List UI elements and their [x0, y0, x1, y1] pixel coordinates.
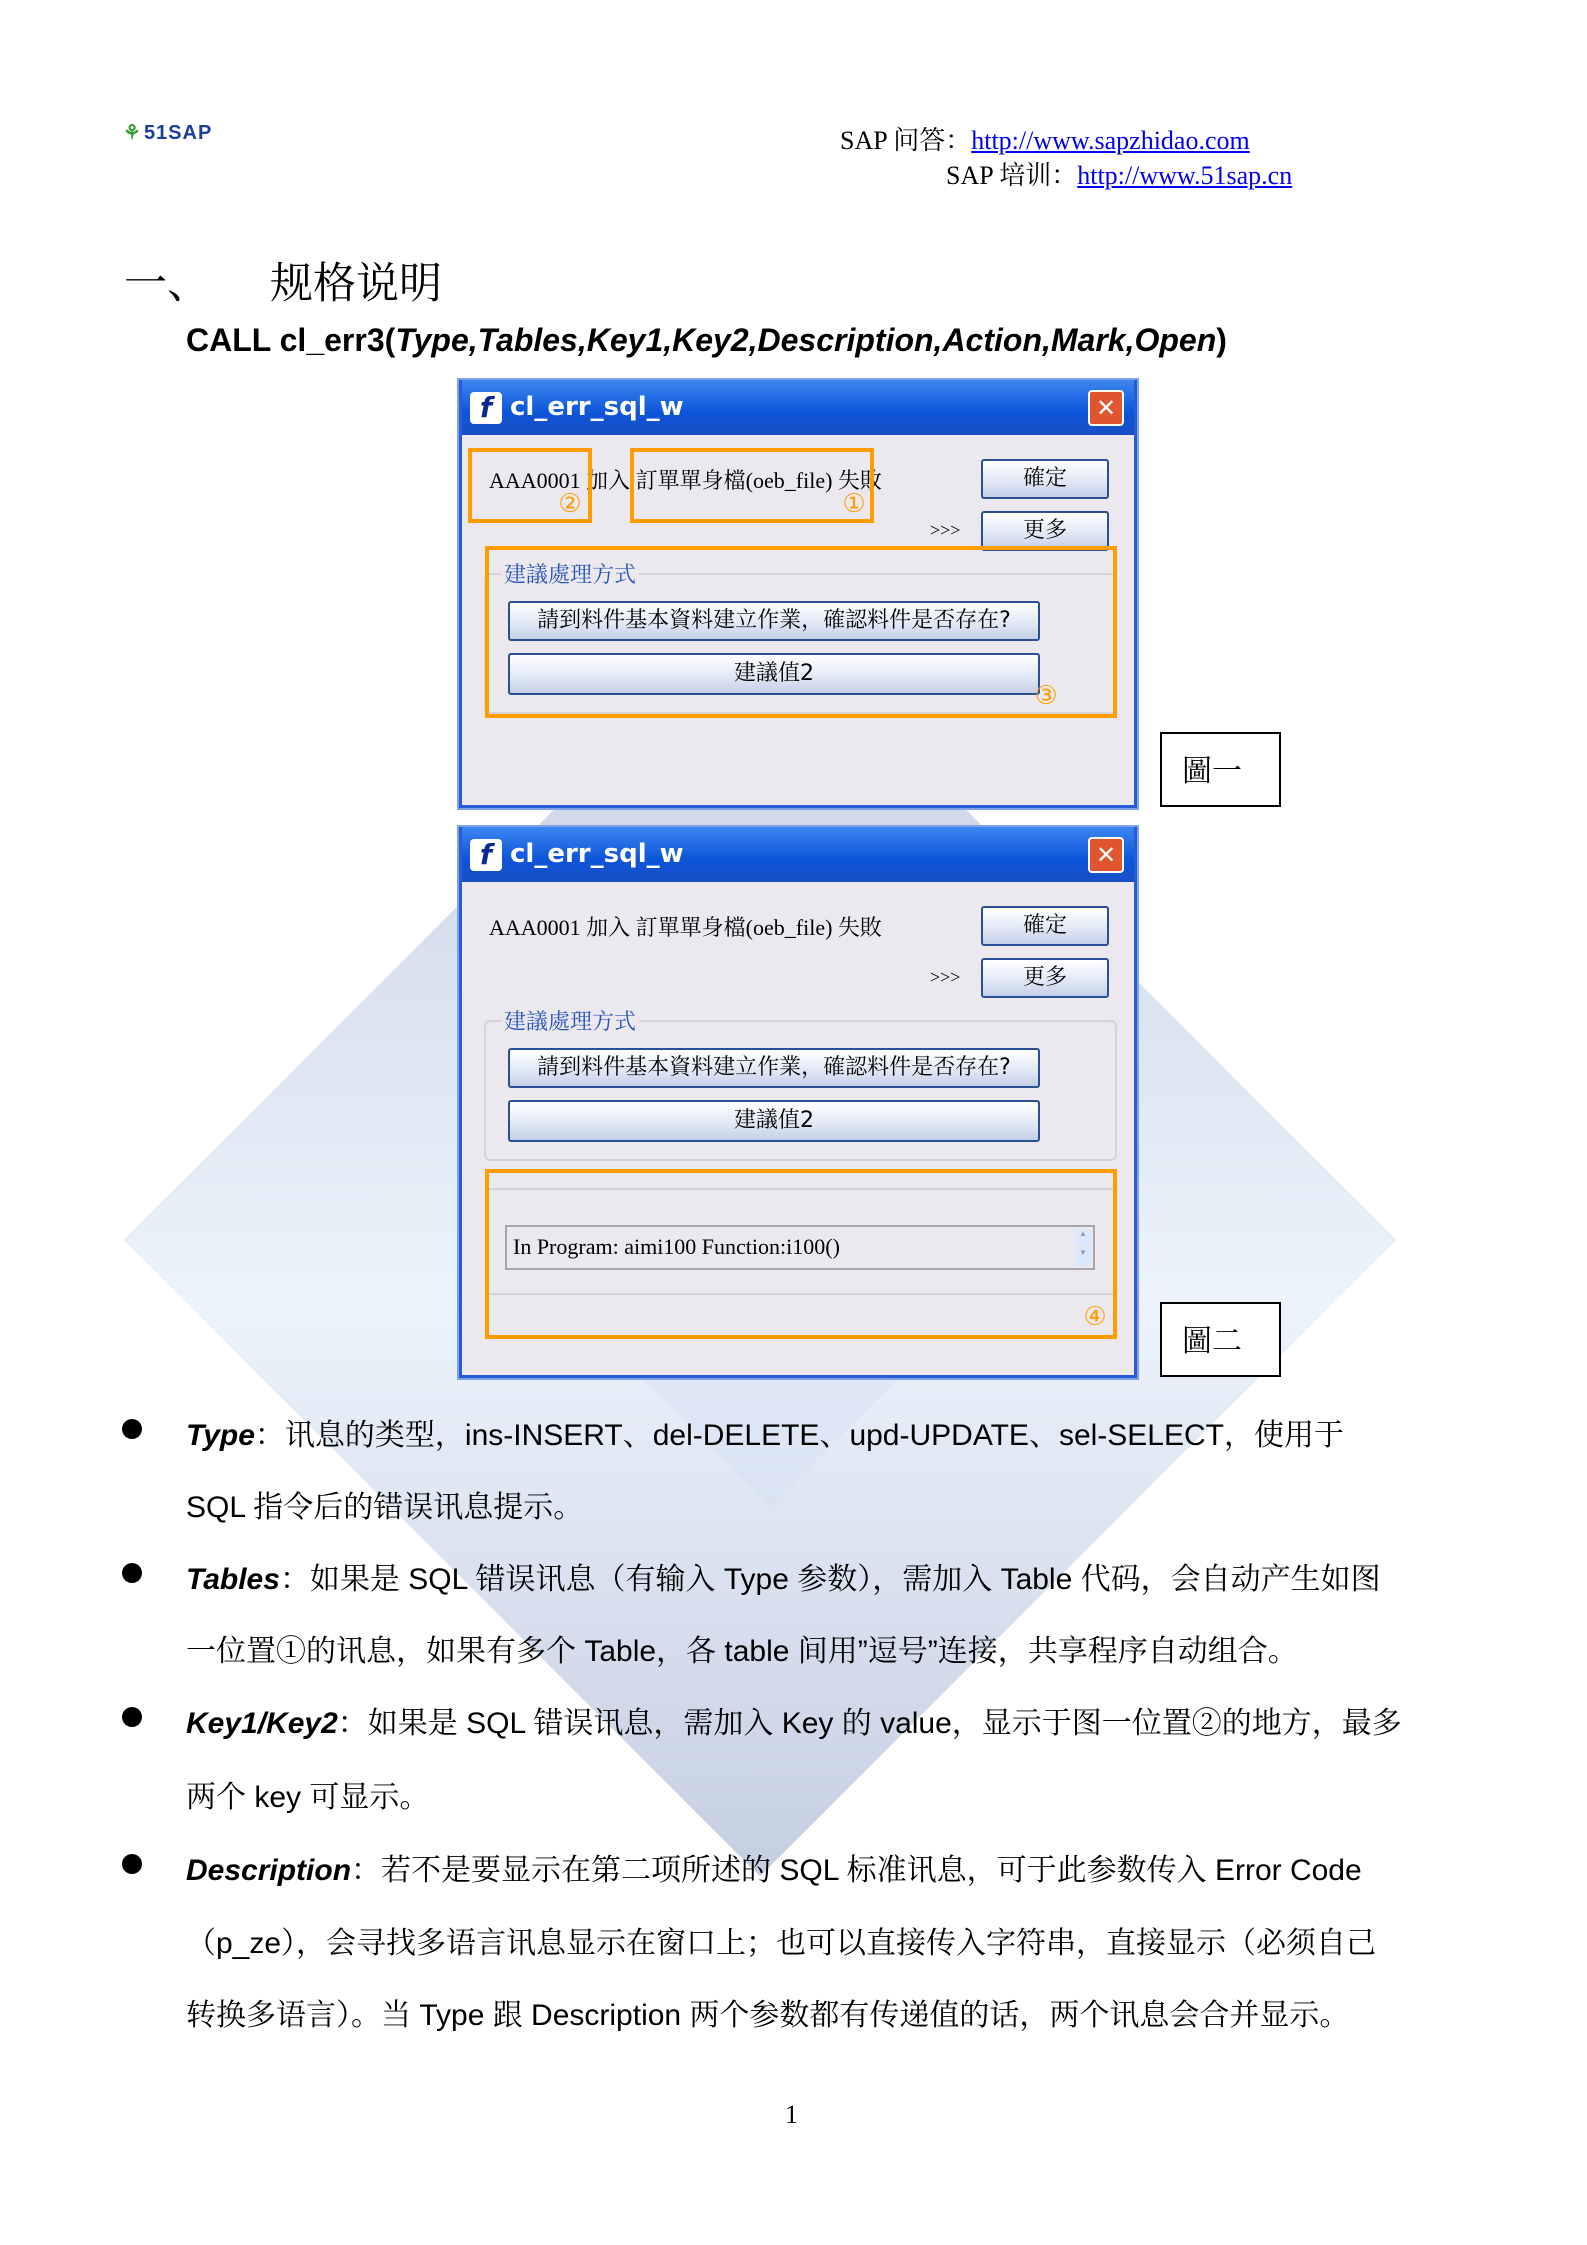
highlight-box-3 [485, 546, 1117, 718]
bullet-icon [122, 1707, 142, 1727]
dialog-title: cl_err_sql_w [510, 839, 684, 869]
scroll-down-icon[interactable]: ▼ [1075, 1248, 1091, 1266]
close-icon[interactable]: ✕ [1088, 390, 1124, 426]
app-icon: f [470, 839, 502, 871]
training-link[interactable]: http://www.51sap.cn [1077, 161, 1293, 190]
bullet-description: Description：若不是要显示在第二项所述的 SQL 标准讯息，可于此参数传入 Error Code [186, 1854, 1362, 1887]
section-heading: 一、 规格说明 [124, 261, 442, 308]
bullet-description-cont: 转换多语言）。当 Type 跟 Description 两个参数都有传递值的话，两个讯息会合并显示。 [186, 1999, 1350, 2032]
suggestion-1-button[interactable]: 請到料件基本資料建立作業，確認料件是否存在? [508, 1048, 1040, 1088]
qa-link[interactable]: http://www.sapzhidao.com [971, 126, 1250, 155]
bullet-tables-cont: 一位置①的讯息，如果有多个 Table，各 table 间用”逗号”连接，共享程序自动组合。 [186, 1635, 1298, 1668]
logo: ⚘ 51SAP [123, 122, 213, 144]
more-button[interactable]: 更多 [981, 511, 1109, 551]
more-button[interactable]: 更多 [981, 958, 1109, 998]
close-icon[interactable]: ✕ [1088, 837, 1124, 873]
marker-1: ① [842, 489, 866, 519]
detail-text: In Program: aimi100 Function:i100() [513, 1234, 840, 1259]
error-message: AAA0001 加入 訂單單身檔(oeb_file) 失敗 [489, 468, 882, 493]
page-number: 1 [785, 2100, 798, 2129]
app-icon: f [470, 392, 502, 424]
bullet-keys-cont: 两个 key 可显示。 [186, 1781, 430, 1814]
bullet-icon [122, 1419, 142, 1439]
ok-button[interactable]: 確定 [981, 906, 1109, 946]
qa-line: SAP 问答：http://www.sapzhidao.com [840, 126, 1250, 155]
group-label: 建議處理方式 [501, 1005, 639, 1036]
bullet-type: Type：讯息的类型，ins-INSERT、del-DELETE、upd-UPDATE、sel-SELECT，使用于 [186, 1419, 1344, 1452]
figure-label-1: 圖一 [1160, 732, 1281, 807]
bullet-icon [122, 1854, 142, 1874]
call-signature: CALL cl_err3(Type,Tables,Key1,Key2,Description,Action,Mark,Open) [186, 322, 1227, 358]
dialog-figure-2 [459, 827, 1137, 1378]
bullet-description-cont: （p_ze），会寻找多语言讯息显示在窗口上；也可以直接传入字符串，直接显示（必须自己 [186, 1927, 1377, 1960]
dialog-figure-1 [459, 380, 1137, 808]
marker-2: ② [558, 489, 582, 519]
more-arrows: >>> [930, 520, 961, 540]
bullet-keys: Key1/Key2：如果是 SQL 错误讯息，需加入 Key 的 value，显示于图一位置②的地方，最多 [186, 1707, 1402, 1740]
bullet-icon [122, 1563, 142, 1583]
bullet-type-cont: SQL 指令后的错误讯息提示。 [186, 1491, 584, 1524]
suggestion-1-button[interactable]: 請到料件基本資料建立作業，確認料件是否存在? [508, 601, 1040, 641]
figure-label-2: 圖二 [1160, 1302, 1281, 1377]
highlight-box-1 [630, 448, 874, 523]
marker-4: ④ [1083, 1302, 1107, 1332]
title-bar [462, 380, 1134, 435]
marker-3: ③ [1034, 681, 1058, 711]
scroll-up-icon[interactable]: ▲ [1075, 1229, 1091, 1247]
suggestion-2-button[interactable]: 建議值2 [508, 653, 1040, 695]
group-label: 建議處理方式 [501, 558, 639, 589]
highlight-box-4 [485, 1169, 1117, 1339]
training-line: SAP 培训：http://www.51sap.cn [946, 161, 1293, 190]
suggestion-2-button[interactable]: 建議值2 [508, 1100, 1040, 1142]
bullet-tables: Tables：如果是 SQL 错误讯息（有输入 Type 参数），需加入 Table 代码，会自动产生如图 [186, 1563, 1381, 1596]
dialog-title: cl_err_sql_w [510, 392, 684, 422]
title-bar [462, 827, 1134, 882]
ok-button[interactable]: 確定 [981, 459, 1109, 499]
error-message: AAA0001 加入 訂單單身檔(oeb_file) 失敗 [489, 915, 882, 940]
more-arrows: >>> [930, 967, 961, 987]
